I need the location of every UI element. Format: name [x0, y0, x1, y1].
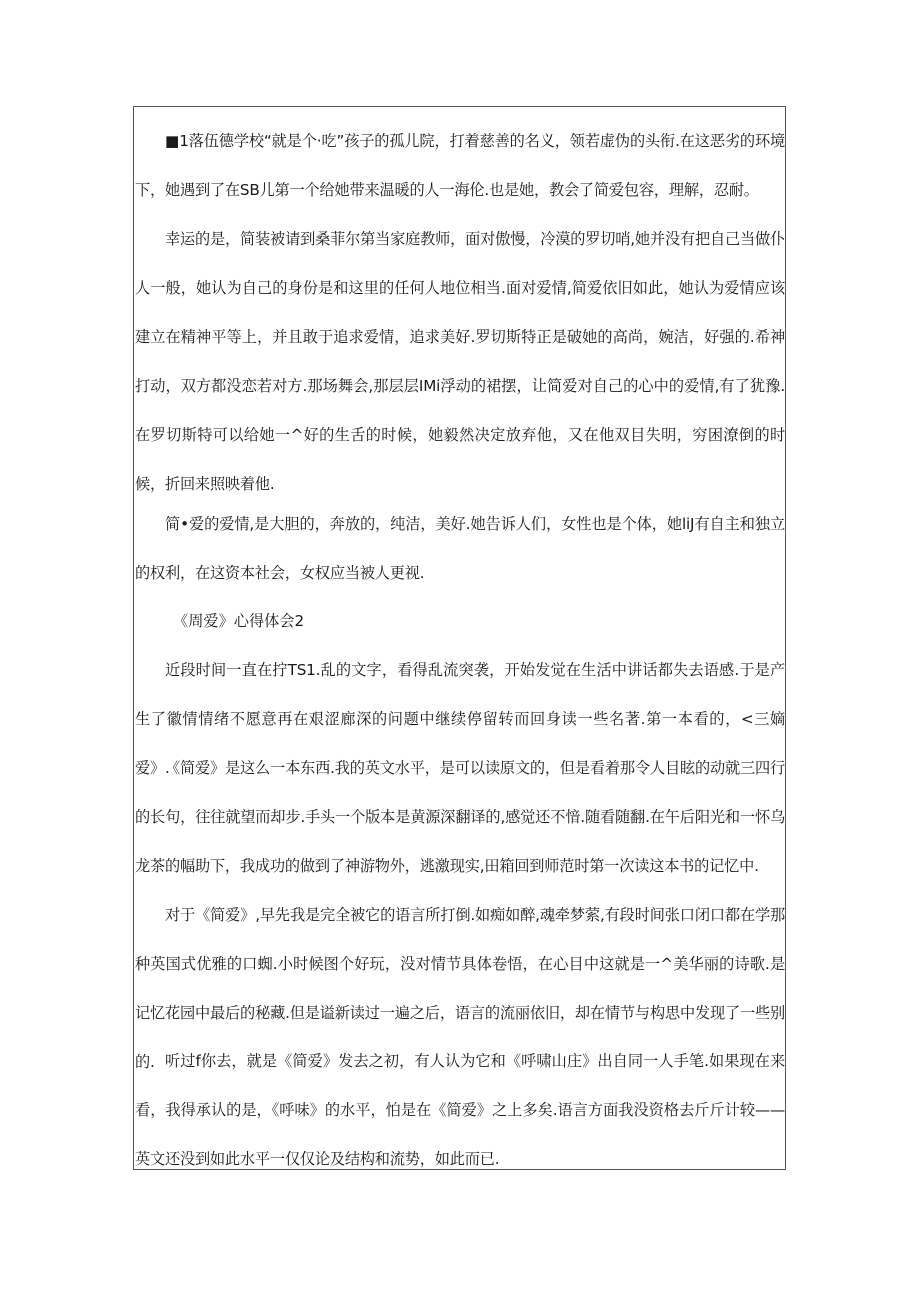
paragraph-recent-reading: 近段时间一直在拧TS1.乱的文字，看得乱流突袭，开始发觉在生活中讲话都失去语感.于是产生了徽情情绪不愿意再在艰涩廊深的问题中继续停留转而回身读一些名著.第一本看的，<三嫡爱》. — [135, 661, 785, 777]
section-heading: 《周爱》心得体会2 — [173, 612, 305, 630]
paragraph-wuthering-heights: 听过f你去，就是《简爱》发去之初，有人认为它和《呼啸山庄》出自同一人手笔.如果现在来看，我得承认的是，《呼味》的水平，怕是在《简爱》之上多矣.语言方面我没资格去斤斤计较——英文还没到如此水平一仅仅论及结构和流势，如此而已. — [135, 1052, 785, 1168]
paragraph-lowood-school: ■1落伍德学校“就是个·吃”孩子的孤儿院，打着慈善的名义，领若虚伪的头衔.在这恶劣的环境下，她遇到了在SB儿第一个给她带来温暖的人一海伦.也是她，教会了简爱包容，理解，忍耐。 — [135, 132, 785, 199]
paragraph-english-version: 《简爱》是这么一本东西.我的英文水平，是可以读原文的，但是看着那令人目眩的动就三四行的长句，往往就望而却步.手头一个版本是黄源深翻译的,感觉还不愔.随看随翻.在午后阳光和一怀乌龙茶的幅助下，我成功的做到了神游物外，逃激现实,田箱回到师范时第一次读这本书的记忆中. — [135, 759, 785, 875]
paragraph-jane-love: 简•爱的爱情,是大胆的，奔放的，纯洁，美好.她告诉人们，女性也是个体，她liJ有自主和独立的权利，在这资本社会，女权应当被人更视. — [135, 515, 785, 582]
paragraph-language-impression: 对于《简爱》,早先我是完全被它的语言所打倒.如痴如醉,魂牵梦萦,有段时间张口闭口都在学那种英国式优雅的口蜘.小时候图个好玩，没对情节具体卷悟，在心目中这就是一^美华丽的诗歌.是记忆花园中最后的秘藏.但是谥新读过一遍之后，语言的流丽依旧，却在情节与构思中发现了一些别的. — [135, 906, 785, 1071]
paragraph-thornfield-governess: 幸运的是，简装被请到桑菲尔第当家庭教师，面对傲慢，冷漠的罗切哨,她并没有把自己当做仆人一般，她认为自己的身份是和这里的任何人地位相当.面对爱情,简爱依旧如此，她认为爱情应该建立在精神平等上，并且敢于追求爱情，追求美好.罗切斯特正是破她的高尚，婉洁，好强的.希神打动，双方都没恋若对方.那场舞会,那层层IMi浮动的裙摆，让简爱对自己的心中的爱情,有了犹豫.在罗切斯特可以给她一^好的生舌的时候，她毅然决定放弃他，又在他双目失明，穷困潦倒的时候，折回来照映着他. — [135, 230, 785, 493]
